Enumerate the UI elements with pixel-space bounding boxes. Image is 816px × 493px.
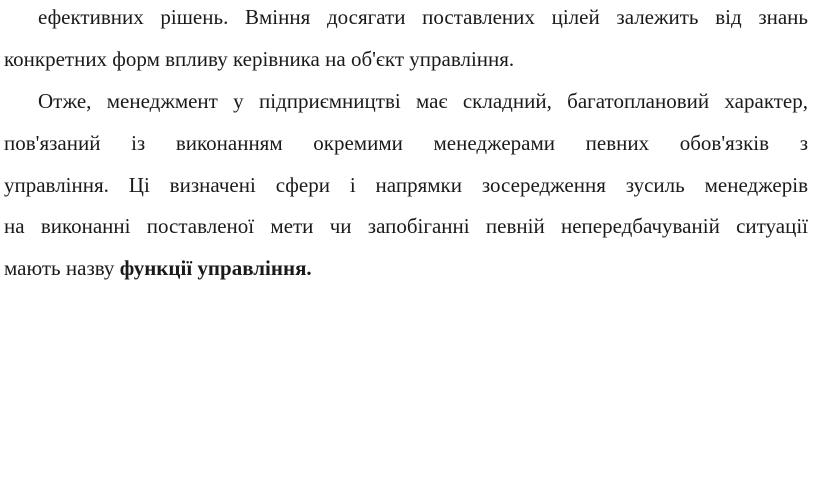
text-line-6: на виконанні поставленої мети чи запобіганні певній непередбачуваній ситуації bbox=[4, 214, 808, 238]
text-line-2: конкретних форм впливу керівника на об'єкт управління. bbox=[4, 47, 515, 71]
text-line-1: ефективних рішень. Вміння досягати поставлених цілей залежить від знань bbox=[38, 5, 808, 29]
bold-term: функції управління. bbox=[119, 256, 312, 280]
text-line-3: Отже, менеджмент у підприємництві має складний, багатоплановий характер, bbox=[38, 89, 808, 113]
text-line-5: управління. Ці визначені сфери і напрямки зосередження зусиль менеджерів bbox=[4, 173, 808, 197]
text-line-4: пов'язаний із виконанням окремими менеджерами певних обов'язків з bbox=[4, 131, 808, 155]
text-line-7-prefix: мають назву bbox=[4, 256, 120, 280]
text-line-7 bbox=[4, 256, 808, 280]
